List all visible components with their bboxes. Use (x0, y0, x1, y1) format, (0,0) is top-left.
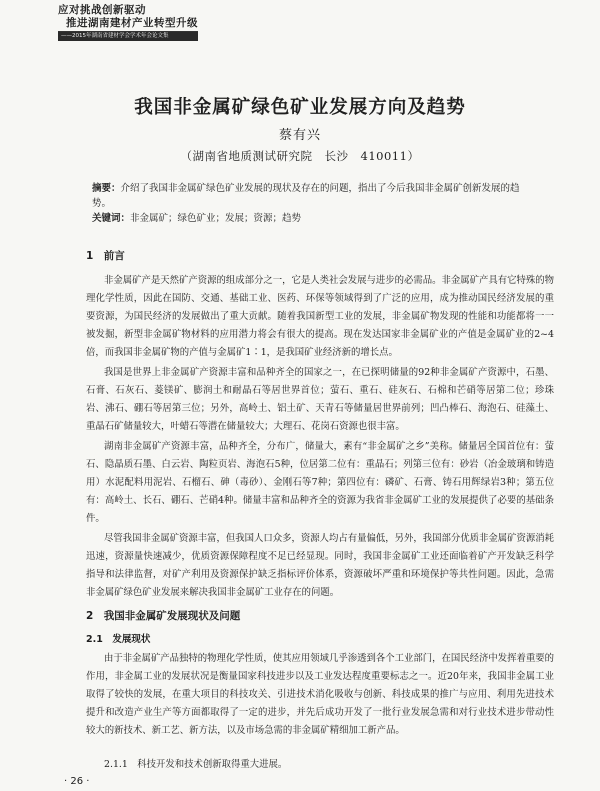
keywords-label: 关键词： (92, 213, 131, 224)
paragraph-1: 非金属矿产是天然矿产资源的组成部分之一，它是人类社会发展与进步的必需品。非金属矿产具有它特殊的物理化学性质，因此在国防、交通、基础工业、医药、环保等领域得到了广泛的应用，成为推动国民经济发展的重要资源，为国民经济的发展做出了重大贡献。随着我国新型工业的发展，非金属矿物发现的性能和功能都将一一被发掘，新型非金属矿物材料的应用潜力将会有很大的提高。现在发达国家非金属矿业的产值是金属矿业的2~4倍，而我国非金属矿物的产值与金属矿1∶1，是我国矿业经济新的增长点。 (86, 275, 554, 358)
header-subline: ——2015年湖南省建材学会学术年会论文集 (58, 32, 198, 41)
abstract-line (92, 181, 532, 211)
subsection-heading-2-1: 2.1 发展现状 (86, 634, 151, 645)
keywords-text: 非金属矿；绿色矿业；发展；资源；趋势 (130, 213, 302, 224)
author-affiliation: （湖南省地质测试研究院 长沙 410011） (180, 149, 420, 163)
section-heading-1: 1 前言 (86, 250, 125, 262)
abstract-label: 摘要： (92, 183, 121, 194)
paragraph-3: 湖南非金属矿产资源丰富，品种齐全，分布广，储量大，素有“非金属矿之乡”美称。储量居全国首位有：萤石、隐晶质石墨、白云岩、陶粒页岩、海泡石5种，位居第二位有：重晶石；列第三位有：砂岩（冶金玻璃和铸造用）水泥配料用泥岩、石榴石、砷（毒砂）、金刚石等7种；第四位有：磷矿、石膏、铸石用辉绿岩3种；第五位有：高岭土、长石、硼石、芒硝4种。储量丰富和品种齐全的资源为我省非金属矿工业的发展提供了必要的基础条件。 (86, 441, 554, 524)
header-line-2: 推进湖南建材产业转型升级 (66, 17, 198, 29)
paragraph-5: 由于非金属矿产品独特的物理化学性质，使其应用领域几乎渗透到各个工业部门，在国民经济中发挥着重要的作用，非金属工业的发展状况是衡量国家科技进步以及工业发达程度重要标志之一。近20年来，我国非金属工业取得了较快的发展，在重大项目的科技攻关、引进技术消化吸收与创新、科技成果的推广与应用、利用先进技术提升和改造产业生产等方面都取得了一定的进步，并先后成功开发了一批行业发展急需和对行业技术进步带动性较大的新技术、新工艺、新方法，以及市场急需的非金属矿精细加工新产品。 (86, 653, 554, 736)
paragraph-2: 我国是世界上非金属矿产资源丰富和品种齐全的国家之一，在已探明储量的92种非金属矿产资源中，石墨、石膏、石灰石、菱镁矿、膨润土和耐晶石等居世界首位；萤石、重石、硅灰石、石棉和芒硝等居第二位；珍珠岩、沸石、硼石等居第三位；另外，高岭土、铝土矿、天青石等储量居世界前列；凹凸棒石、海泡石、硅藻土、重晶石矿储量较大，叶蜡石等潜在储量较大；大理石、花岗石资源也很丰富。 (86, 367, 554, 432)
subsubsection-heading-2-1-1: 2.1.1 科技开发和技术创新取得重大进展。 (104, 759, 288, 770)
header-line-1: 应对挑战创新驱动 (58, 4, 146, 16)
section-heading-2: 2 我国非金属矿发展现状及问题 (86, 610, 241, 622)
abstract-block (92, 181, 532, 226)
paragraph-4: 尽管我国非金属矿资源丰富，但我国人口众多，资源人均占有量偏低，另外，我国部分优质非金属矿资源消耗迅速，资源量快速减少，优质资源保障程度不足已经显现。同时，我国非金属矿工业还面临着矿产开发缺乏科学指导和法律监督，对矿产利用及资源保护缺乏指标评价体系，资源破坏严重和环境保护等共性问题。因此，急需非金属矿绿色矿业发展来解决我国非金属矿工业存在的问题。 (86, 533, 554, 598)
proceedings-header (58, 4, 198, 41)
abstract-text: 介绍了我国非金属矿绿色矿业发展的现状及存在的问题，指出了今后我国非金属矿创新发展的趋势。 (92, 183, 520, 209)
keywords-line (92, 211, 532, 226)
paper-title: 我国非金属矿绿色矿业发展方向及趋势 (134, 97, 466, 118)
author-name: 蔡有兴 (278, 128, 321, 143)
page-number: · 26 · (64, 776, 90, 787)
